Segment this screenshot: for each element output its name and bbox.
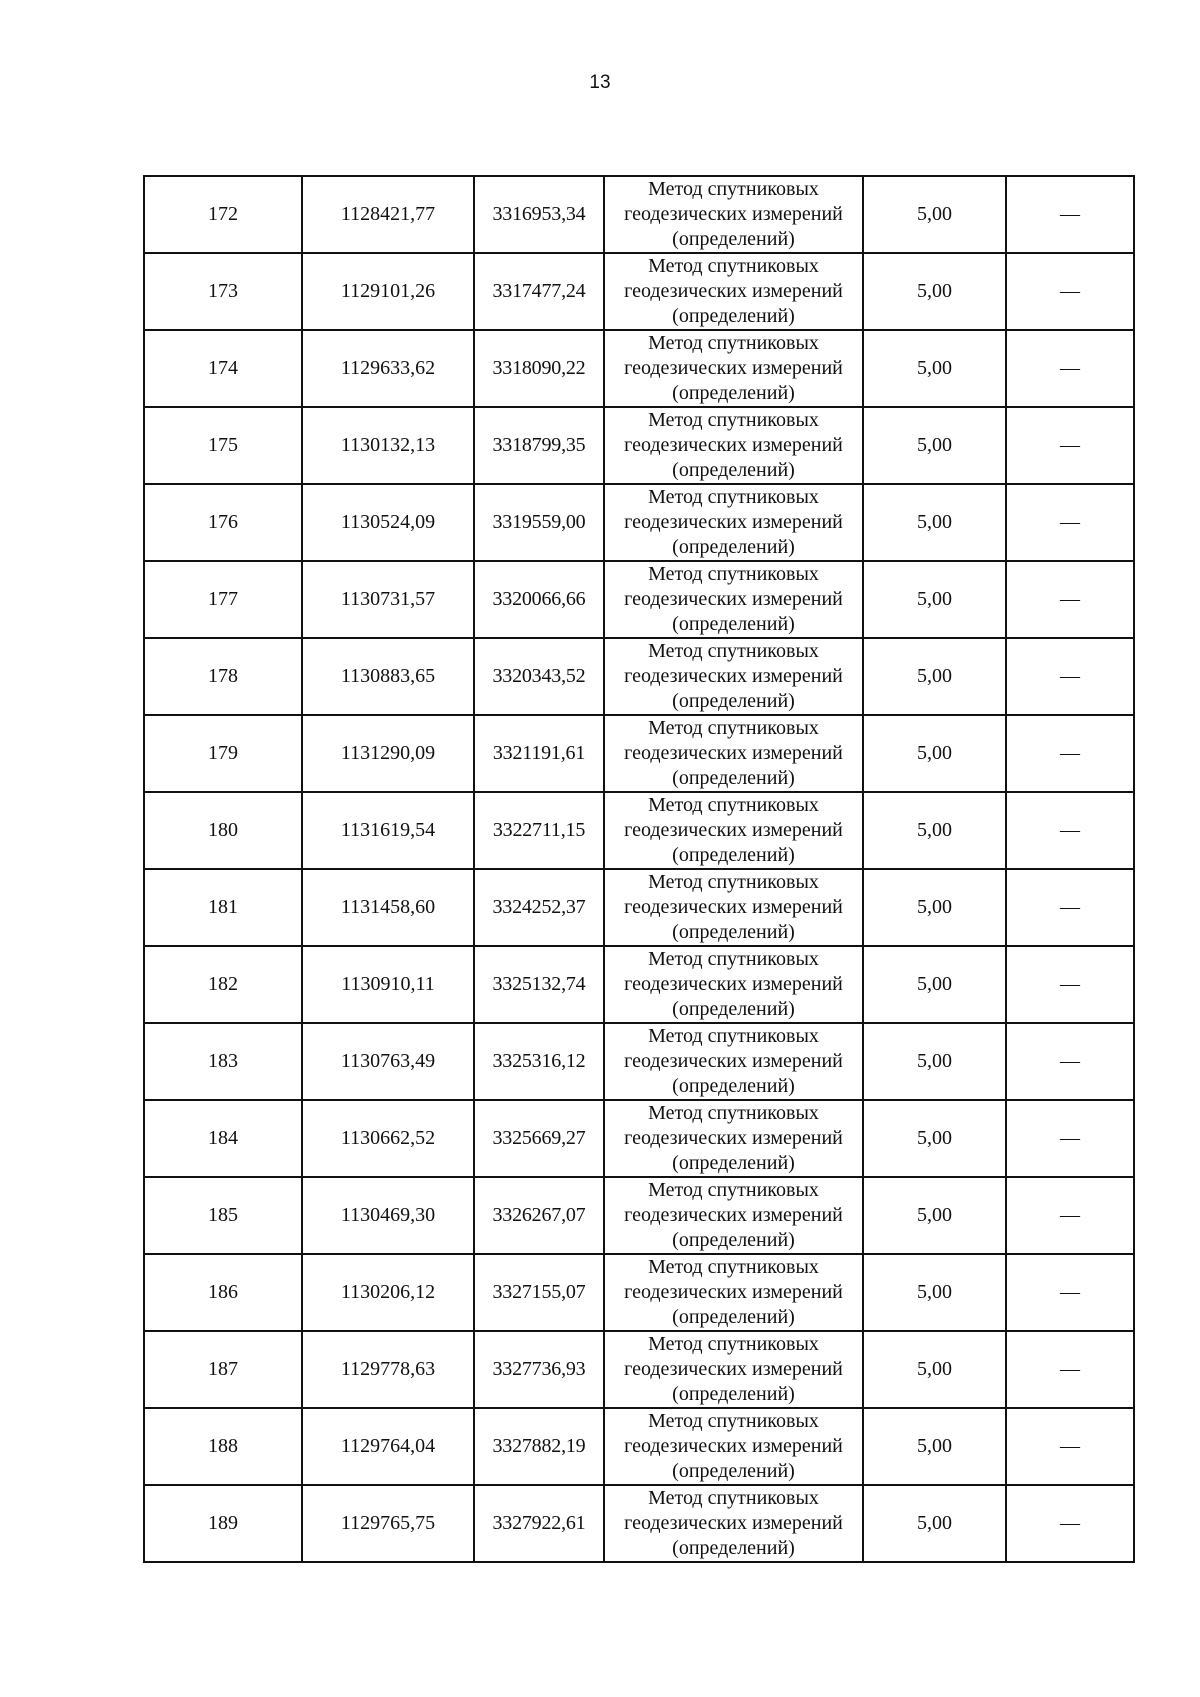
method-line-2: геодезических измерений: [624, 819, 843, 841]
accuracy-cell: 5,00: [863, 1485, 1006, 1562]
coord-x-cell: 1130731,57: [302, 561, 474, 638]
coord-y-cell: 3325669,27: [474, 1100, 604, 1177]
accuracy-cell: 5,00: [863, 1408, 1006, 1485]
method-line-3: (определений): [672, 1460, 795, 1482]
method-line-3: (определений): [672, 382, 795, 404]
method-line-2: геодезических измерений: [624, 973, 843, 995]
accuracy-cell: 5,00: [863, 1177, 1006, 1254]
coord-y-cell: 3322711,15: [474, 792, 604, 869]
method-line-1: Метод спутниковых: [648, 794, 819, 816]
coord-x-cell: 1130206,12: [302, 1254, 474, 1331]
note-cell: —: [1006, 792, 1134, 869]
method-line-2: геодезических измерений: [624, 1204, 843, 1226]
accuracy-cell: 5,00: [863, 484, 1006, 561]
method-line-1: Метод спутниковых: [648, 409, 819, 431]
method-line-2: геодезических измерений: [624, 1127, 843, 1149]
point-number-cell: 185: [144, 1177, 302, 1254]
method-cell: [604, 715, 863, 792]
method-line-1: Метод спутниковых: [648, 1410, 819, 1432]
note-cell: —: [1006, 484, 1134, 561]
point-number-cell: 183: [144, 1023, 302, 1100]
point-number-cell: 179: [144, 715, 302, 792]
coord-y-cell: 3325132,74: [474, 946, 604, 1023]
coord-x-cell: 1129765,75: [302, 1485, 474, 1562]
method-line-1: Метод спутниковых: [648, 486, 819, 508]
coord-y-cell: 3317477,24: [474, 253, 604, 330]
table-row: [144, 484, 1134, 561]
coord-x-cell: 1130883,65: [302, 638, 474, 715]
method-cell: [604, 1408, 863, 1485]
table-row: [144, 1023, 1134, 1100]
coord-y-cell: 3327155,07: [474, 1254, 604, 1331]
coord-y-cell: 3318799,35: [474, 407, 604, 484]
method-line-3: (определений): [672, 998, 795, 1020]
point-number-cell: 173: [144, 253, 302, 330]
coord-x-cell: 1129764,04: [302, 1408, 474, 1485]
note-cell: —: [1006, 1254, 1134, 1331]
table-row: [144, 1331, 1134, 1408]
point-number-cell: 176: [144, 484, 302, 561]
page-number: 13: [589, 72, 611, 93]
point-number-cell: 174: [144, 330, 302, 407]
coord-y-cell: 3316953,34: [474, 176, 604, 253]
accuracy-cell: 5,00: [863, 715, 1006, 792]
method-line-3: (определений): [672, 1537, 795, 1559]
method-cell: [604, 1331, 863, 1408]
table-row: [144, 869, 1134, 946]
method-line-2: геодезических измерений: [624, 896, 843, 918]
method-line-3: (определений): [672, 613, 795, 635]
table-row: [144, 1485, 1134, 1562]
method-line-3: (определений): [672, 1383, 795, 1405]
method-line-2: геодезических измерений: [624, 1281, 843, 1303]
note-cell: —: [1006, 638, 1134, 715]
note-cell: —: [1006, 330, 1134, 407]
method-line-2: геодезических измерений: [624, 665, 843, 687]
method-cell: [604, 1023, 863, 1100]
accuracy-cell: 5,00: [863, 407, 1006, 484]
coordinates-table: [143, 175, 1135, 1563]
coord-x-cell: 1131290,09: [302, 715, 474, 792]
note-cell: —: [1006, 1100, 1134, 1177]
method-cell: [604, 176, 863, 253]
note-cell: —: [1006, 561, 1134, 638]
note-cell: —: [1006, 1408, 1134, 1485]
method-line-1: Метод спутниковых: [648, 717, 819, 739]
note-cell: —: [1006, 176, 1134, 253]
method-cell: [604, 253, 863, 330]
accuracy-cell: 5,00: [863, 253, 1006, 330]
method-line-2: геодезических измерений: [624, 1512, 843, 1534]
coord-x-cell: 1129101,26: [302, 253, 474, 330]
accuracy-cell: 5,00: [863, 638, 1006, 715]
accuracy-cell: 5,00: [863, 869, 1006, 946]
method-line-2: геодезических измерений: [624, 357, 843, 379]
accuracy-cell: 5,00: [863, 561, 1006, 638]
method-line-2: геодезических измерений: [624, 511, 843, 533]
method-line-1: Метод спутниковых: [648, 640, 819, 662]
point-number-cell: 175: [144, 407, 302, 484]
coord-y-cell: 3318090,22: [474, 330, 604, 407]
method-line-1: Метод спутниковых: [648, 178, 819, 200]
coord-x-cell: 1130469,30: [302, 1177, 474, 1254]
method-line-1: Метод спутниковых: [648, 1102, 819, 1124]
method-cell: [604, 1254, 863, 1331]
point-number-cell: 172: [144, 176, 302, 253]
note-cell: —: [1006, 1023, 1134, 1100]
method-line-3: (определений): [672, 1152, 795, 1174]
method-line-1: Метод спутниковых: [648, 255, 819, 277]
method-line-3: (определений): [672, 690, 795, 712]
table-row: [144, 638, 1134, 715]
method-cell: [604, 561, 863, 638]
method-line-2: геодезических измерений: [624, 588, 843, 610]
method-line-2: геодезических измерений: [624, 434, 843, 456]
point-number-cell: 187: [144, 1331, 302, 1408]
coord-x-cell: 1129633,62: [302, 330, 474, 407]
table-row: [144, 715, 1134, 792]
point-number-cell: 189: [144, 1485, 302, 1562]
method-line-1: Метод спутниковых: [648, 1025, 819, 1047]
method-cell: [604, 1177, 863, 1254]
point-number-cell: 178: [144, 638, 302, 715]
method-line-1: Метод спутниковых: [648, 1179, 819, 1201]
point-number-cell: 188: [144, 1408, 302, 1485]
method-line-1: Метод спутниковых: [648, 563, 819, 585]
method-line-1: Метод спутниковых: [648, 1256, 819, 1278]
method-line-1: Метод спутниковых: [648, 1333, 819, 1355]
method-cell: [604, 1100, 863, 1177]
table-row: [144, 1100, 1134, 1177]
method-line-2: геодезических измерений: [624, 203, 843, 225]
method-line-2: геодезических измерений: [624, 1435, 843, 1457]
coord-y-cell: 3326267,07: [474, 1177, 604, 1254]
note-cell: —: [1006, 946, 1134, 1023]
coord-x-cell: 1129778,63: [302, 1331, 474, 1408]
coord-x-cell: 1130662,52: [302, 1100, 474, 1177]
note-cell: —: [1006, 1177, 1134, 1254]
method-line-3: (определений): [672, 921, 795, 943]
table-row: [144, 561, 1134, 638]
method-line-1: Метод спутниковых: [648, 948, 819, 970]
method-line-2: геодезических измерений: [624, 742, 843, 764]
coord-y-cell: 3324252,37: [474, 869, 604, 946]
note-cell: —: [1006, 1331, 1134, 1408]
coord-x-cell: 1128421,77: [302, 176, 474, 253]
method-line-1: Метод спутниковых: [648, 871, 819, 893]
table-row: [144, 1177, 1134, 1254]
method-line-1: Метод спутниковых: [648, 332, 819, 354]
note-cell: —: [1006, 407, 1134, 484]
point-number-cell: 184: [144, 1100, 302, 1177]
table-row: [144, 792, 1134, 869]
method-line-3: (определений): [672, 459, 795, 481]
note-cell: —: [1006, 869, 1134, 946]
method-cell: [604, 946, 863, 1023]
coordinates-table-body: [144, 176, 1134, 1562]
coord-x-cell: 1130132,13: [302, 407, 474, 484]
note-cell: —: [1006, 1485, 1134, 1562]
accuracy-cell: 5,00: [863, 176, 1006, 253]
coord-y-cell: 3327882,19: [474, 1408, 604, 1485]
point-number-cell: 186: [144, 1254, 302, 1331]
coord-y-cell: 3327922,61: [474, 1485, 604, 1562]
coord-y-cell: 3327736,93: [474, 1331, 604, 1408]
table-row: [144, 253, 1134, 330]
method-line-3: (определений): [672, 767, 795, 789]
coord-x-cell: 1131619,54: [302, 792, 474, 869]
method-line-3: (определений): [672, 536, 795, 558]
point-number-cell: 182: [144, 946, 302, 1023]
method-cell: [604, 869, 863, 946]
table-row: [144, 330, 1134, 407]
method-line-3: (определений): [672, 844, 795, 866]
accuracy-cell: 5,00: [863, 792, 1006, 869]
coord-y-cell: 3320066,66: [474, 561, 604, 638]
method-cell: [604, 638, 863, 715]
method-line-3: (определений): [672, 1306, 795, 1328]
point-number-cell: 177: [144, 561, 302, 638]
method-line-3: (определений): [672, 228, 795, 250]
accuracy-cell: 5,00: [863, 1331, 1006, 1408]
note-cell: —: [1006, 715, 1134, 792]
method-line-3: (определений): [672, 1229, 795, 1251]
note-cell: —: [1006, 253, 1134, 330]
method-line-1: Метод спутниковых: [648, 1487, 819, 1509]
table-row: [144, 407, 1134, 484]
coord-y-cell: 3319559,00: [474, 484, 604, 561]
coord-x-cell: 1130763,49: [302, 1023, 474, 1100]
method-cell: [604, 1485, 863, 1562]
accuracy-cell: 5,00: [863, 1023, 1006, 1100]
method-cell: [604, 792, 863, 869]
table-row: [144, 1254, 1134, 1331]
accuracy-cell: 5,00: [863, 946, 1006, 1023]
method-cell: [604, 407, 863, 484]
coord-y-cell: 3321191,61: [474, 715, 604, 792]
coord-x-cell: 1131458,60: [302, 869, 474, 946]
method-cell: [604, 330, 863, 407]
coord-y-cell: 3325316,12: [474, 1023, 604, 1100]
coord-y-cell: 3320343,52: [474, 638, 604, 715]
method-cell: [604, 484, 863, 561]
method-line-2: геодезических измерений: [624, 1050, 843, 1072]
method-line-2: геодезических измерений: [624, 1358, 843, 1380]
table-row: [144, 1408, 1134, 1485]
method-line-2: геодезических измерений: [624, 280, 843, 302]
method-line-3: (определений): [672, 305, 795, 327]
table-row: [144, 176, 1134, 253]
method-line-3: (определений): [672, 1075, 795, 1097]
coord-x-cell: 1130524,09: [302, 484, 474, 561]
point-number-cell: 181: [144, 869, 302, 946]
point-number-cell: 180: [144, 792, 302, 869]
table-row: [144, 946, 1134, 1023]
accuracy-cell: 5,00: [863, 1100, 1006, 1177]
accuracy-cell: 5,00: [863, 330, 1006, 407]
accuracy-cell: 5,00: [863, 1254, 1006, 1331]
coord-x-cell: 1130910,11: [302, 946, 474, 1023]
